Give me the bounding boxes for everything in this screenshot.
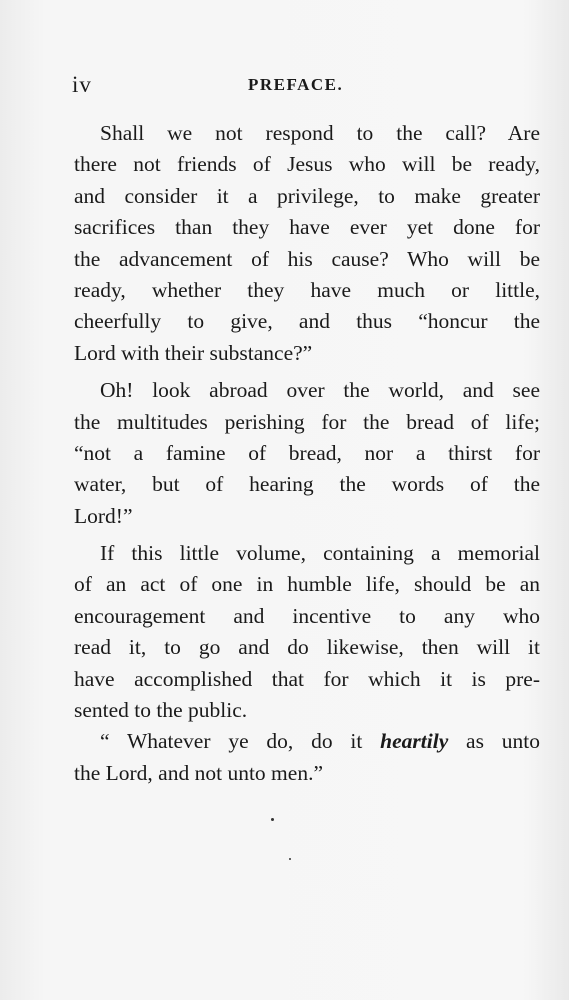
text-line: and consider it a privilege, to make greater	[74, 183, 540, 208]
quotation-paragraph	[74, 726, 540, 789]
text-line: If this little volume, containing a memorial	[100, 541, 540, 566]
page-header	[0, 72, 569, 102]
paragraph	[74, 538, 540, 726]
text-line: sented to the public.	[74, 698, 248, 723]
quote-text: as unto	[448, 729, 540, 754]
text-line: Shall we not respond to the call? Are	[100, 121, 540, 145]
text-line: have accomplished that for which it is pre-	[74, 666, 540, 691]
emphasized-word: heartily	[380, 729, 449, 754]
paragraph	[74, 375, 540, 532]
text-line: the advancement of his cause? Who will be	[74, 246, 540, 271]
paragraph	[74, 118, 540, 369]
text-line: the Lord, and not unto men.”	[74, 760, 323, 785]
text-line: ready, whether they have much or little,	[74, 277, 540, 302]
text-line: “not a famine of bread, nor a thirst for	[74, 440, 540, 465]
body-text	[74, 118, 540, 789]
text-line: there not friends of Jesus who will be ready,	[74, 152, 540, 177]
text-line: Lord!”	[74, 503, 133, 528]
running-head: PREFACE.	[248, 75, 344, 94]
text-line: water, but of hearing the words of the	[74, 472, 540, 497]
print-speck	[271, 818, 274, 821]
text-line: Oh! look abroad over the world, and see	[100, 378, 540, 403]
text-line: Lord with their substance?”	[74, 340, 313, 365]
text-line: of an act of one in humble life, should be an	[74, 572, 540, 597]
text-line: encouragement and incentive to any who	[74, 603, 540, 628]
text-line	[74, 726, 540, 757]
print-speck	[289, 858, 291, 860]
text-line: sacrifices than they have ever yet done for	[74, 215, 540, 240]
text-line: read it, to go and do likewise, then will it	[74, 635, 540, 660]
text-line: cheerfully to give, and thus “honcur the	[74, 309, 540, 334]
text-line: the multitudes perishing for the bread of life;	[74, 409, 540, 434]
page-number: iv	[72, 72, 92, 97]
quote-text: “ Whatever ye do, do it	[100, 729, 381, 754]
